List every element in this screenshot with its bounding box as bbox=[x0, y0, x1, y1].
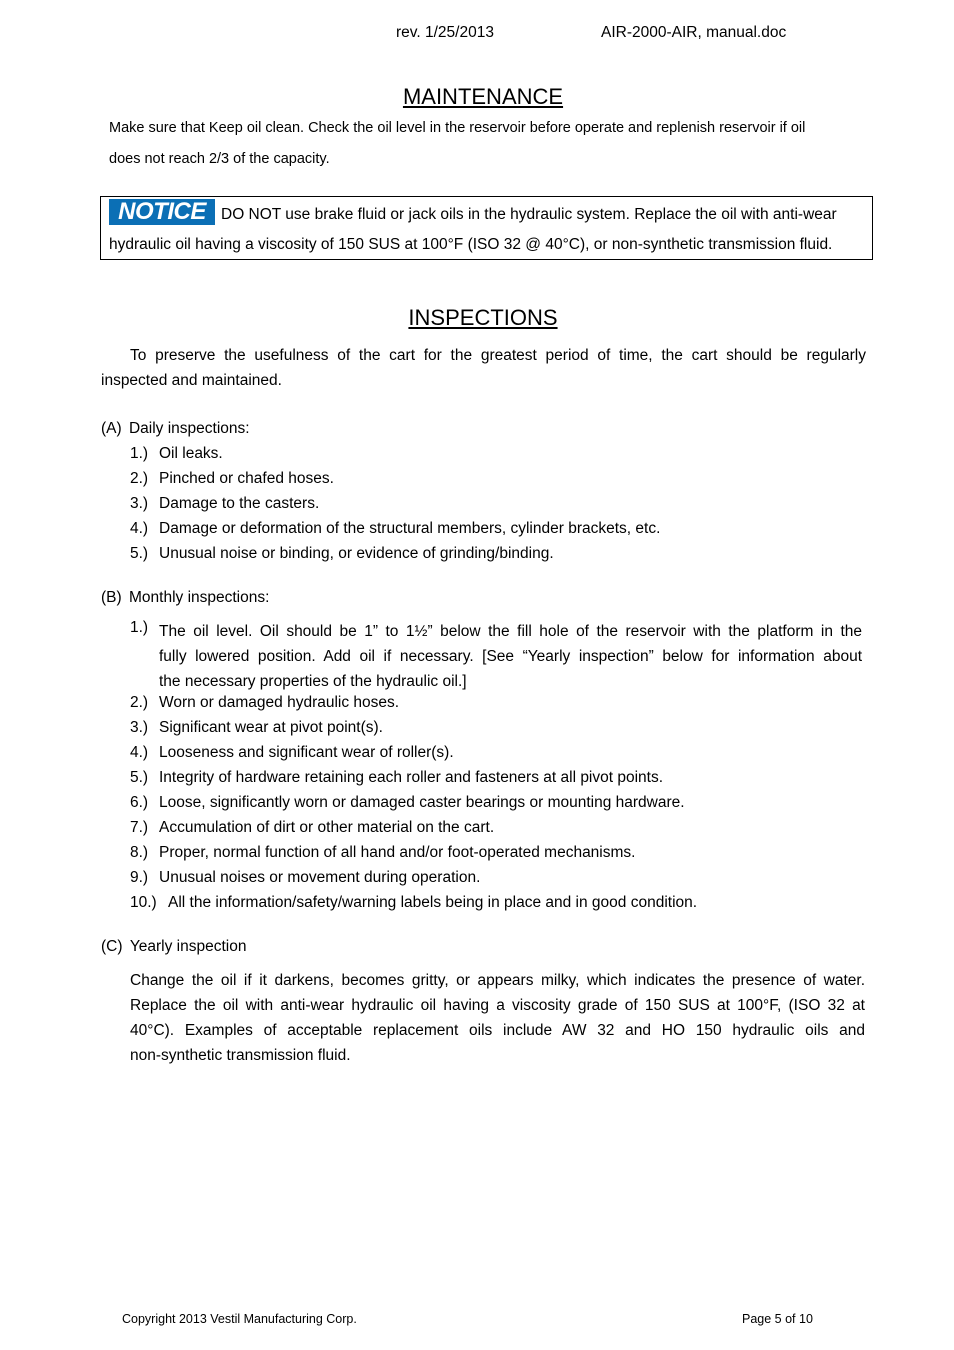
yearly-line-1: Change the oil if it darkens, becomes gritty, or appears milky, which indicates the presence of water. bbox=[130, 972, 865, 989]
list-item-number: 5.) bbox=[130, 769, 149, 786]
maintenance-line-2: does not reach 2/3 of the capacity. bbox=[109, 151, 330, 167]
list-item-text: Unusual noise or binding, or evidence of grinding/binding. bbox=[159, 545, 554, 562]
list-item bbox=[130, 869, 870, 894]
daily-list bbox=[130, 445, 870, 570]
maintenance-title-text: MAINTENANCE bbox=[402, 84, 564, 109]
list-item bbox=[130, 694, 870, 719]
notice-badge: NOTICE bbox=[109, 199, 215, 225]
list-item-text: Worn or damaged hydraulic hoses. bbox=[159, 694, 400, 711]
list-item-text: Damage to the casters. bbox=[159, 495, 320, 512]
notice-line-1: DO NOT use brake fluid or jack oils in the hydraulic system. Replace the oil with anti-wear bbox=[221, 206, 837, 223]
yearly-line-3: 40°C). Examples of acceptable replacement oils include AW 32 and HO 150 hydraulic oils and bbox=[130, 1022, 865, 1039]
list-item-number: 2.) bbox=[130, 470, 149, 487]
daily-heading-text: Daily inspections: bbox=[128, 420, 250, 437]
yearly-heading-text: Yearly inspection bbox=[129, 938, 247, 955]
inspections-intro-line-2: inspected and maintained. bbox=[101, 372, 282, 389]
list-item-text: Loose, significantly worn or damaged caster bearings or mounting hardware. bbox=[159, 794, 685, 811]
list-item bbox=[130, 819, 870, 844]
list-item bbox=[130, 520, 870, 545]
list-item bbox=[130, 744, 870, 769]
list-item-number: 10.) bbox=[130, 894, 157, 911]
list-item-number: 4.) bbox=[130, 520, 149, 537]
monthly-item1-line-1: The oil level. Oil should be 1” to 1½” below the fill hole of the reservoir with the platform in the bbox=[159, 623, 862, 640]
yearly-heading bbox=[101, 938, 246, 956]
list-item-number: 5.) bbox=[130, 545, 149, 562]
list-item bbox=[130, 445, 870, 470]
list-item-number: 8.) bbox=[130, 844, 149, 861]
list-item-number: 1.) bbox=[130, 619, 149, 636]
list-item-text: All the information/safety/warning labels being in place and in good condition. bbox=[168, 894, 698, 911]
monthly-heading bbox=[101, 589, 269, 607]
inspections-title-text: INSPECTIONS bbox=[408, 305, 558, 330]
list-item-number: 2.) bbox=[130, 694, 149, 711]
list-item-text: Accumulation of dirt or other material on the cart. bbox=[159, 819, 495, 836]
list-item-number: 3.) bbox=[130, 719, 149, 736]
monthly-item1-line-2: fully lowered position. Add oil if necessary. [See “Yearly inspection” below for information about bbox=[159, 648, 862, 665]
list-item-number: 1.) bbox=[130, 445, 149, 462]
list-item bbox=[130, 794, 870, 819]
list-item-text bbox=[159, 619, 862, 694]
list-item-number: 9.) bbox=[130, 869, 149, 886]
inspections-intro bbox=[101, 343, 866, 393]
monthly-list bbox=[130, 619, 870, 919]
list-item-text: Looseness and significant wear of roller(s). bbox=[159, 744, 454, 761]
list-item-number: 6.) bbox=[130, 794, 149, 811]
list-item-text: Damage or deformation of the structural members, cylinder brackets, etc. bbox=[159, 520, 661, 537]
list-item bbox=[130, 844, 870, 869]
daily-heading-label: (A) bbox=[101, 420, 122, 437]
list-item-text: Integrity of hardware retaining each roller and fasteners at all pivot points. bbox=[159, 769, 664, 786]
maintenance-title bbox=[0, 84, 954, 110]
inspections-intro-line-1: To preserve the usefulness of the cart for the greatest period of time, the cart should be regularly bbox=[130, 347, 866, 364]
yearly-heading-label: (C) bbox=[101, 938, 123, 955]
maintenance-paragraph bbox=[109, 113, 866, 175]
list-item-text: Oil leaks. bbox=[159, 445, 223, 462]
header-revision: rev. 1/25/2013 bbox=[396, 24, 494, 41]
footer-page-number: Page 5 of 10 bbox=[742, 1312, 813, 1326]
list-item bbox=[130, 470, 870, 495]
yearly-paragraph bbox=[130, 968, 865, 1068]
monthly-item1-line-3: the necessary properties of the hydraulic oil.] bbox=[159, 673, 467, 690]
list-item-text: Pinched or chafed hoses. bbox=[159, 470, 334, 487]
maintenance-line-1: Make sure that Keep oil clean. Check the oil level in the reservoir before operate and replenish reservoir if oil bbox=[109, 120, 806, 136]
list-item bbox=[130, 619, 870, 694]
list-item bbox=[130, 545, 870, 570]
list-item bbox=[130, 719, 870, 744]
monthly-heading-label: (B) bbox=[101, 589, 122, 606]
daily-heading bbox=[101, 420, 250, 438]
list-item bbox=[130, 894, 870, 919]
footer-copyright: Copyright 2013 Vestil Manufacturing Corp. bbox=[122, 1312, 357, 1326]
list-item-text: Proper, normal function of all hand and/or foot-operated mechanisms. bbox=[159, 844, 636, 861]
header-document-name: AIR-2000-AIR, manual.doc bbox=[601, 24, 787, 41]
list-item-text: Significant wear at pivot point(s). bbox=[159, 719, 383, 736]
list-item bbox=[130, 769, 870, 794]
monthly-heading-text: Monthly inspections: bbox=[128, 589, 270, 606]
notice-line-2: hydraulic oil having a viscosity of 150 SUS at 100°F (ISO 32 @ 40°C), or non-synthetic transmission fluid. bbox=[109, 236, 833, 253]
list-item-number: 4.) bbox=[130, 744, 149, 761]
inspections-title bbox=[0, 305, 954, 331]
yearly-line-4: non-synthetic transmission fluid. bbox=[130, 1047, 351, 1064]
yearly-line-2: Replace the oil with anti-wear hydraulic oil having a viscosity grade of 150 SUS at 100°F, (ISO 32 at bbox=[130, 997, 865, 1014]
notice-box bbox=[100, 196, 873, 260]
list-item-text: Unusual noises or movement during operation. bbox=[159, 869, 481, 886]
list-item bbox=[130, 495, 870, 520]
list-item-number: 3.) bbox=[130, 495, 149, 512]
list-item-number: 7.) bbox=[130, 819, 149, 836]
